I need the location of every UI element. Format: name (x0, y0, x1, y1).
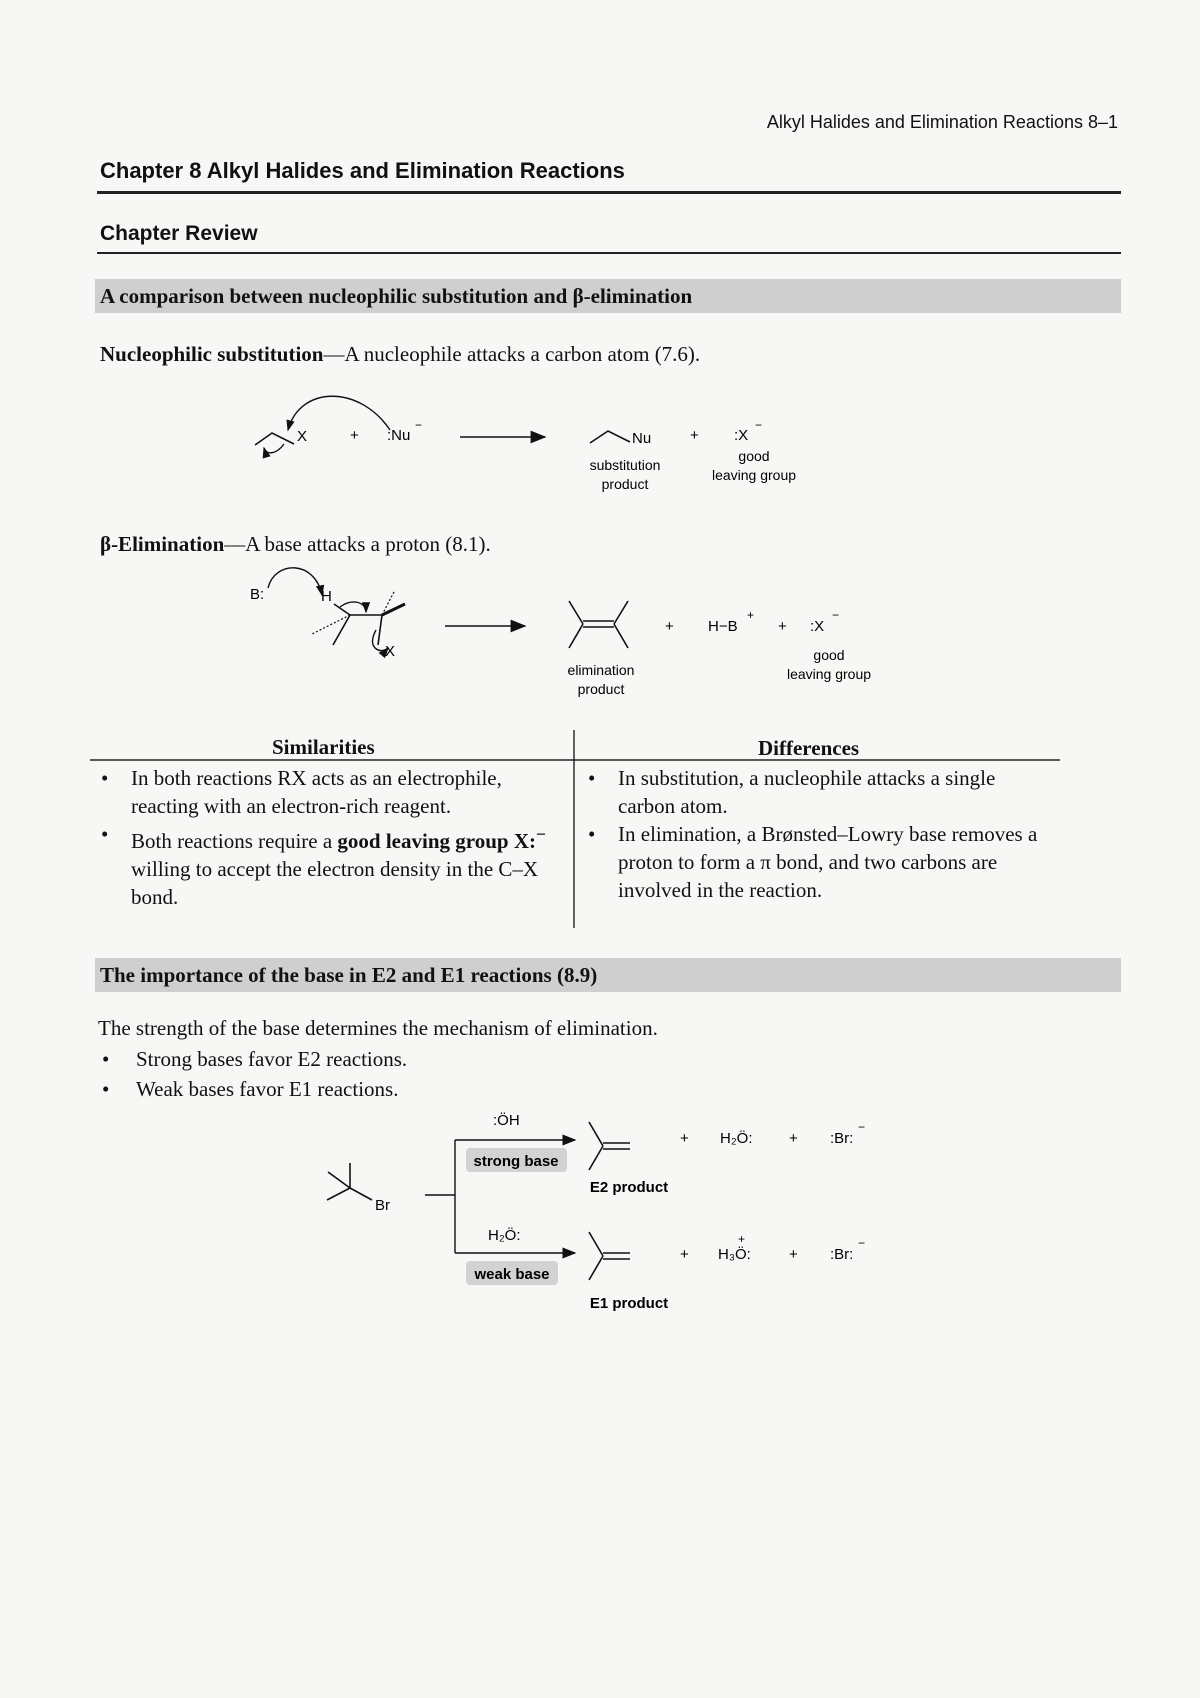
e1-bromide: :Br: (830, 1246, 854, 1263)
weak-base-reagent: H₂Ö: (488, 1227, 521, 1244)
nucleophile-charge: − (415, 418, 423, 432)
sub-leaving-caption: good (738, 448, 770, 464)
differences-column (582, 764, 1052, 904)
strong-base-label: strong base (473, 1153, 559, 1170)
base-intro: The strength of the base determines the mechanism of elimination. (98, 1016, 658, 1040)
elimination-scheme (250, 568, 871, 697)
elimination-product-caption: elimination (567, 662, 635, 678)
e2-alkene (589, 1122, 630, 1170)
e1-hydronium-charge: + (738, 1232, 746, 1246)
base-bullets (100, 1044, 407, 1104)
base-heading-band (95, 958, 1121, 992)
e2-water: H₂Ö: (720, 1130, 753, 1147)
elim-leaving-caption-2: leaving group (786, 666, 872, 682)
elim-leaving-group: :X (810, 618, 825, 635)
e2-product-label: E2 product (589, 1179, 669, 1196)
difference-item: • In elimination, a Brønsted–Lowry base removes a proton to form a π bond, and two carbons are involved in the reaction. (582, 820, 1052, 904)
tert-butyl-bromide (327, 1163, 372, 1200)
substitution-term: Nucleophilic substitution (100, 342, 324, 366)
chapter-review-title: Chapter Review (100, 222, 258, 245)
conjugate-acid: H−B (708, 618, 738, 635)
e2-plus-1: + (680, 1130, 689, 1147)
sub-plus: + (350, 427, 359, 444)
running-head: Alkyl Halides and Elimination Reactions 8–1 (766, 112, 1118, 132)
difference-item: • In substitution, a nucleophile attacks a single carbon atom. (582, 764, 1052, 820)
sub-leaving-caption-2: leaving group (711, 467, 797, 483)
substitution-scheme (255, 396, 796, 492)
substitution-product-skeleton (590, 431, 630, 443)
substitution-product-caption-2: product (601, 476, 649, 492)
e1-bromide-charge: − (858, 1236, 866, 1250)
elim-leaving-charge: − (832, 608, 840, 622)
elimination-term: β-Elimination (100, 532, 225, 556)
sub-plus-2: + (690, 427, 699, 444)
sub-x-label: X (297, 428, 308, 445)
e1-hydronium: H₃Ö: (718, 1246, 751, 1263)
right-c-wedge (382, 604, 405, 615)
similarities-column (95, 764, 565, 911)
elim-plus-2: + (778, 618, 787, 635)
good-leaving-group-term: good leaving group X:− (337, 824, 546, 853)
e2-e1-scheme (327, 1111, 865, 1312)
elimination-text: —A base attacks a proton (8.1). (224, 532, 491, 556)
similarity-item: • Both reactions require a good leaving group X:− willing to accept the electron density in the C–X bond. (95, 820, 565, 911)
elimination-product-caption-2: product (577, 681, 625, 697)
nucleophile: :Nu (387, 427, 411, 444)
substitution-text: —A nucleophile attacks a carbon atom (7.6). (323, 342, 701, 366)
weak-base-label: weak base (474, 1266, 550, 1283)
base-bullet: • Weak bases favor E1 reactions. (100, 1074, 407, 1104)
elim-plus-1: + (665, 618, 674, 635)
leaving-group-charge: − (755, 418, 763, 432)
e2-plus-2: + (789, 1130, 798, 1147)
base-bullet: • Strong bases favor E2 reactions. (100, 1044, 407, 1074)
base-heading: The importance of the base in E2 and E1 reactions (8.9) (100, 963, 598, 987)
alkene-product (569, 601, 628, 648)
elim-leaving-caption: good (813, 647, 845, 663)
similarities-header: Similarities (272, 735, 375, 759)
e1-product-label: E1 product (589, 1295, 669, 1312)
e1-plus-2: + (789, 1246, 798, 1263)
product-nu: Nu (632, 430, 652, 447)
substrate-br: Br (375, 1197, 390, 1214)
e2-bromide: :Br: (830, 1130, 854, 1147)
e1-plus-1: + (680, 1246, 689, 1263)
similarity-item: • In both reactions RX acts as an electrophile, reacting with an electron-rich reagent. (95, 764, 565, 820)
conjugate-acid-charge: + (747, 608, 755, 622)
leaving-group: :X (734, 427, 749, 444)
curved-arrow-nucleophile (288, 396, 390, 430)
elim-x-label: X (385, 643, 396, 660)
substitution-product-caption: substitution (589, 457, 661, 473)
e1-alkene (589, 1232, 630, 1280)
h-label: H (321, 588, 332, 605)
curved-arrow-base (268, 568, 322, 595)
e2-bromide-charge: − (858, 1120, 866, 1134)
chapter-title: Chapter 8 Alkyl Halides and Elimination Reactions (100, 158, 625, 183)
differences-header: Differences (758, 736, 860, 760)
c-x-bond (378, 615, 382, 645)
strong-base-reagent: :ÖH (493, 1112, 520, 1129)
comparison-heading: A comparison between nucleophilic substitution and β-elimination (100, 284, 693, 308)
alkyl-halide-skeleton (255, 433, 294, 445)
base-label: B: (250, 586, 265, 603)
curved-arrow-leaving (264, 444, 284, 453)
